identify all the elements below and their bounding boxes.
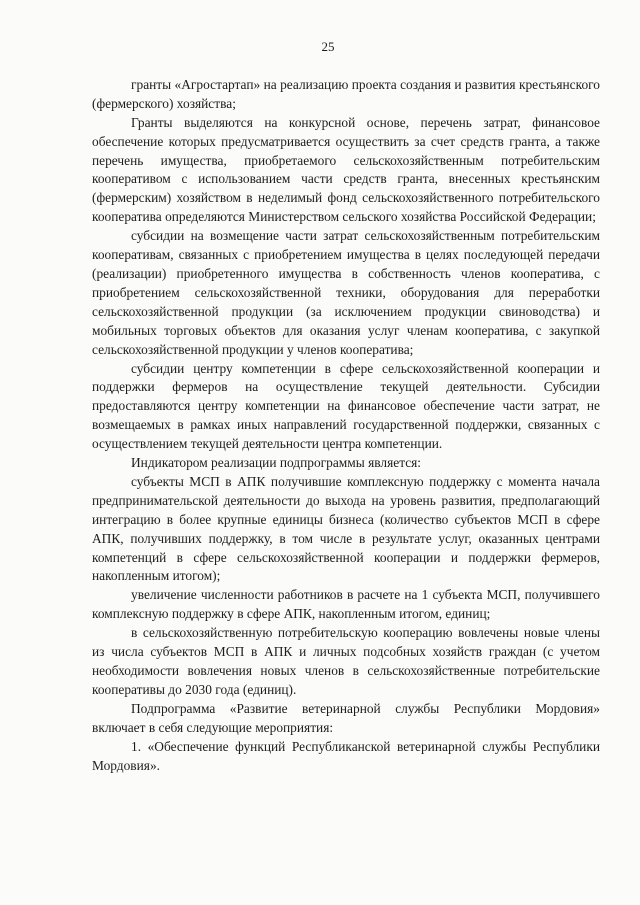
paragraph-indicator-new-members: в сельскохозяйственную потребительскую кооперацию вовлечены новые члены из числа субъектов МСП в АПК и личных подсобных хозяйств граждан (с учетом необходимости вовлечения новых членов в сельскохозяйственные потребительские кооперативы до 2030 года (единиц). — [92, 625, 600, 697]
paragraph-grant-conditions: Гранты выделяются на конкурсной основе, перечень затрат, финансовое обеспечение которых предусматривается осуществить за счет средств гранта, а также перечень имущества, приобретаемого сельскохозяйственным потребительским кооперативом с использованием части средств гранта, внесенных крестьянским (фермерским) хозяйством в неделимый фонд сельскохозяйственного потребительского кооператива определяются Министерством сельского хозяйства Российской Федерации; — [92, 114, 600, 225]
paragraph-veterinary-subprogram: Подпрограмма «Развитие ветеринарной службы Республики Мордовия» включает в себя следующие мероприятия: — [92, 700, 600, 735]
paragraph-cooperative-subsidies: субсидии на возмещение части затрат сельскохозяйственным потребительским кооперативам, связанных с приобретением имущества в целях последующей передачи (реализации) приобретенного имущества в собственность членов кооператива, с приобретением сельскохозяйственной техники, оборудования для переработки сельскохозяйственной продукции (за исключением продукции свиноводства) и мобильных торговых объектов для оказания услуг членам кооператива, с закупкой сельскохозяйственной продукции у членов кооператива; — [92, 228, 600, 357]
paragraph-indicator-heading: Индикатором реализации подпрограммы является: — [131, 455, 422, 471]
paragraph-measure-1: 1. «Обеспечение функций Республиканской ветеринарной службы Республики Мордовия». — [92, 738, 600, 773]
page-number: 25 — [321, 39, 335, 54]
paragraph-competence-center-subsidies: субсидии центру компетенции в сфере сельскохозяйственной кооперации и поддержки фермеров на осуществление текущей деятельности. Субсидии предоставляются центру компетенции на финансовое обеспечение части затрат, не возмещаемых в рамках иных направлений государственной поддержки, связанных с осуществлением текущей деятельности центра компетенции. — [92, 360, 600, 452]
paragraph-agrostartap-grants: гранты «Агростартап» на реализацию проекта создания и развития крестьянского (фермерского) хозяйства; — [92, 76, 600, 111]
paragraph-indicator-msp-support: субъекты МСП в АПК получившие комплексную поддержку с момента начала предпринимательской деятельности до выхода на уровень развития, предполагающий интеграцию в более крупные единицы бизнеса (количество субъектов МСП в сфере АПК, получивших поддержку, в том числе в результате услуг, оказанных центрами компетенций в сфере сельскохозяйственной кооперации и поддержки фермеров, накопленным итогом); — [92, 473, 600, 584]
paragraph-indicator-employees: увеличение численности работников в расчете на 1 субъекта МСП, получившего комплексную поддержку в сфере АПК, накопленным итогом, единиц; — [92, 587, 600, 622]
